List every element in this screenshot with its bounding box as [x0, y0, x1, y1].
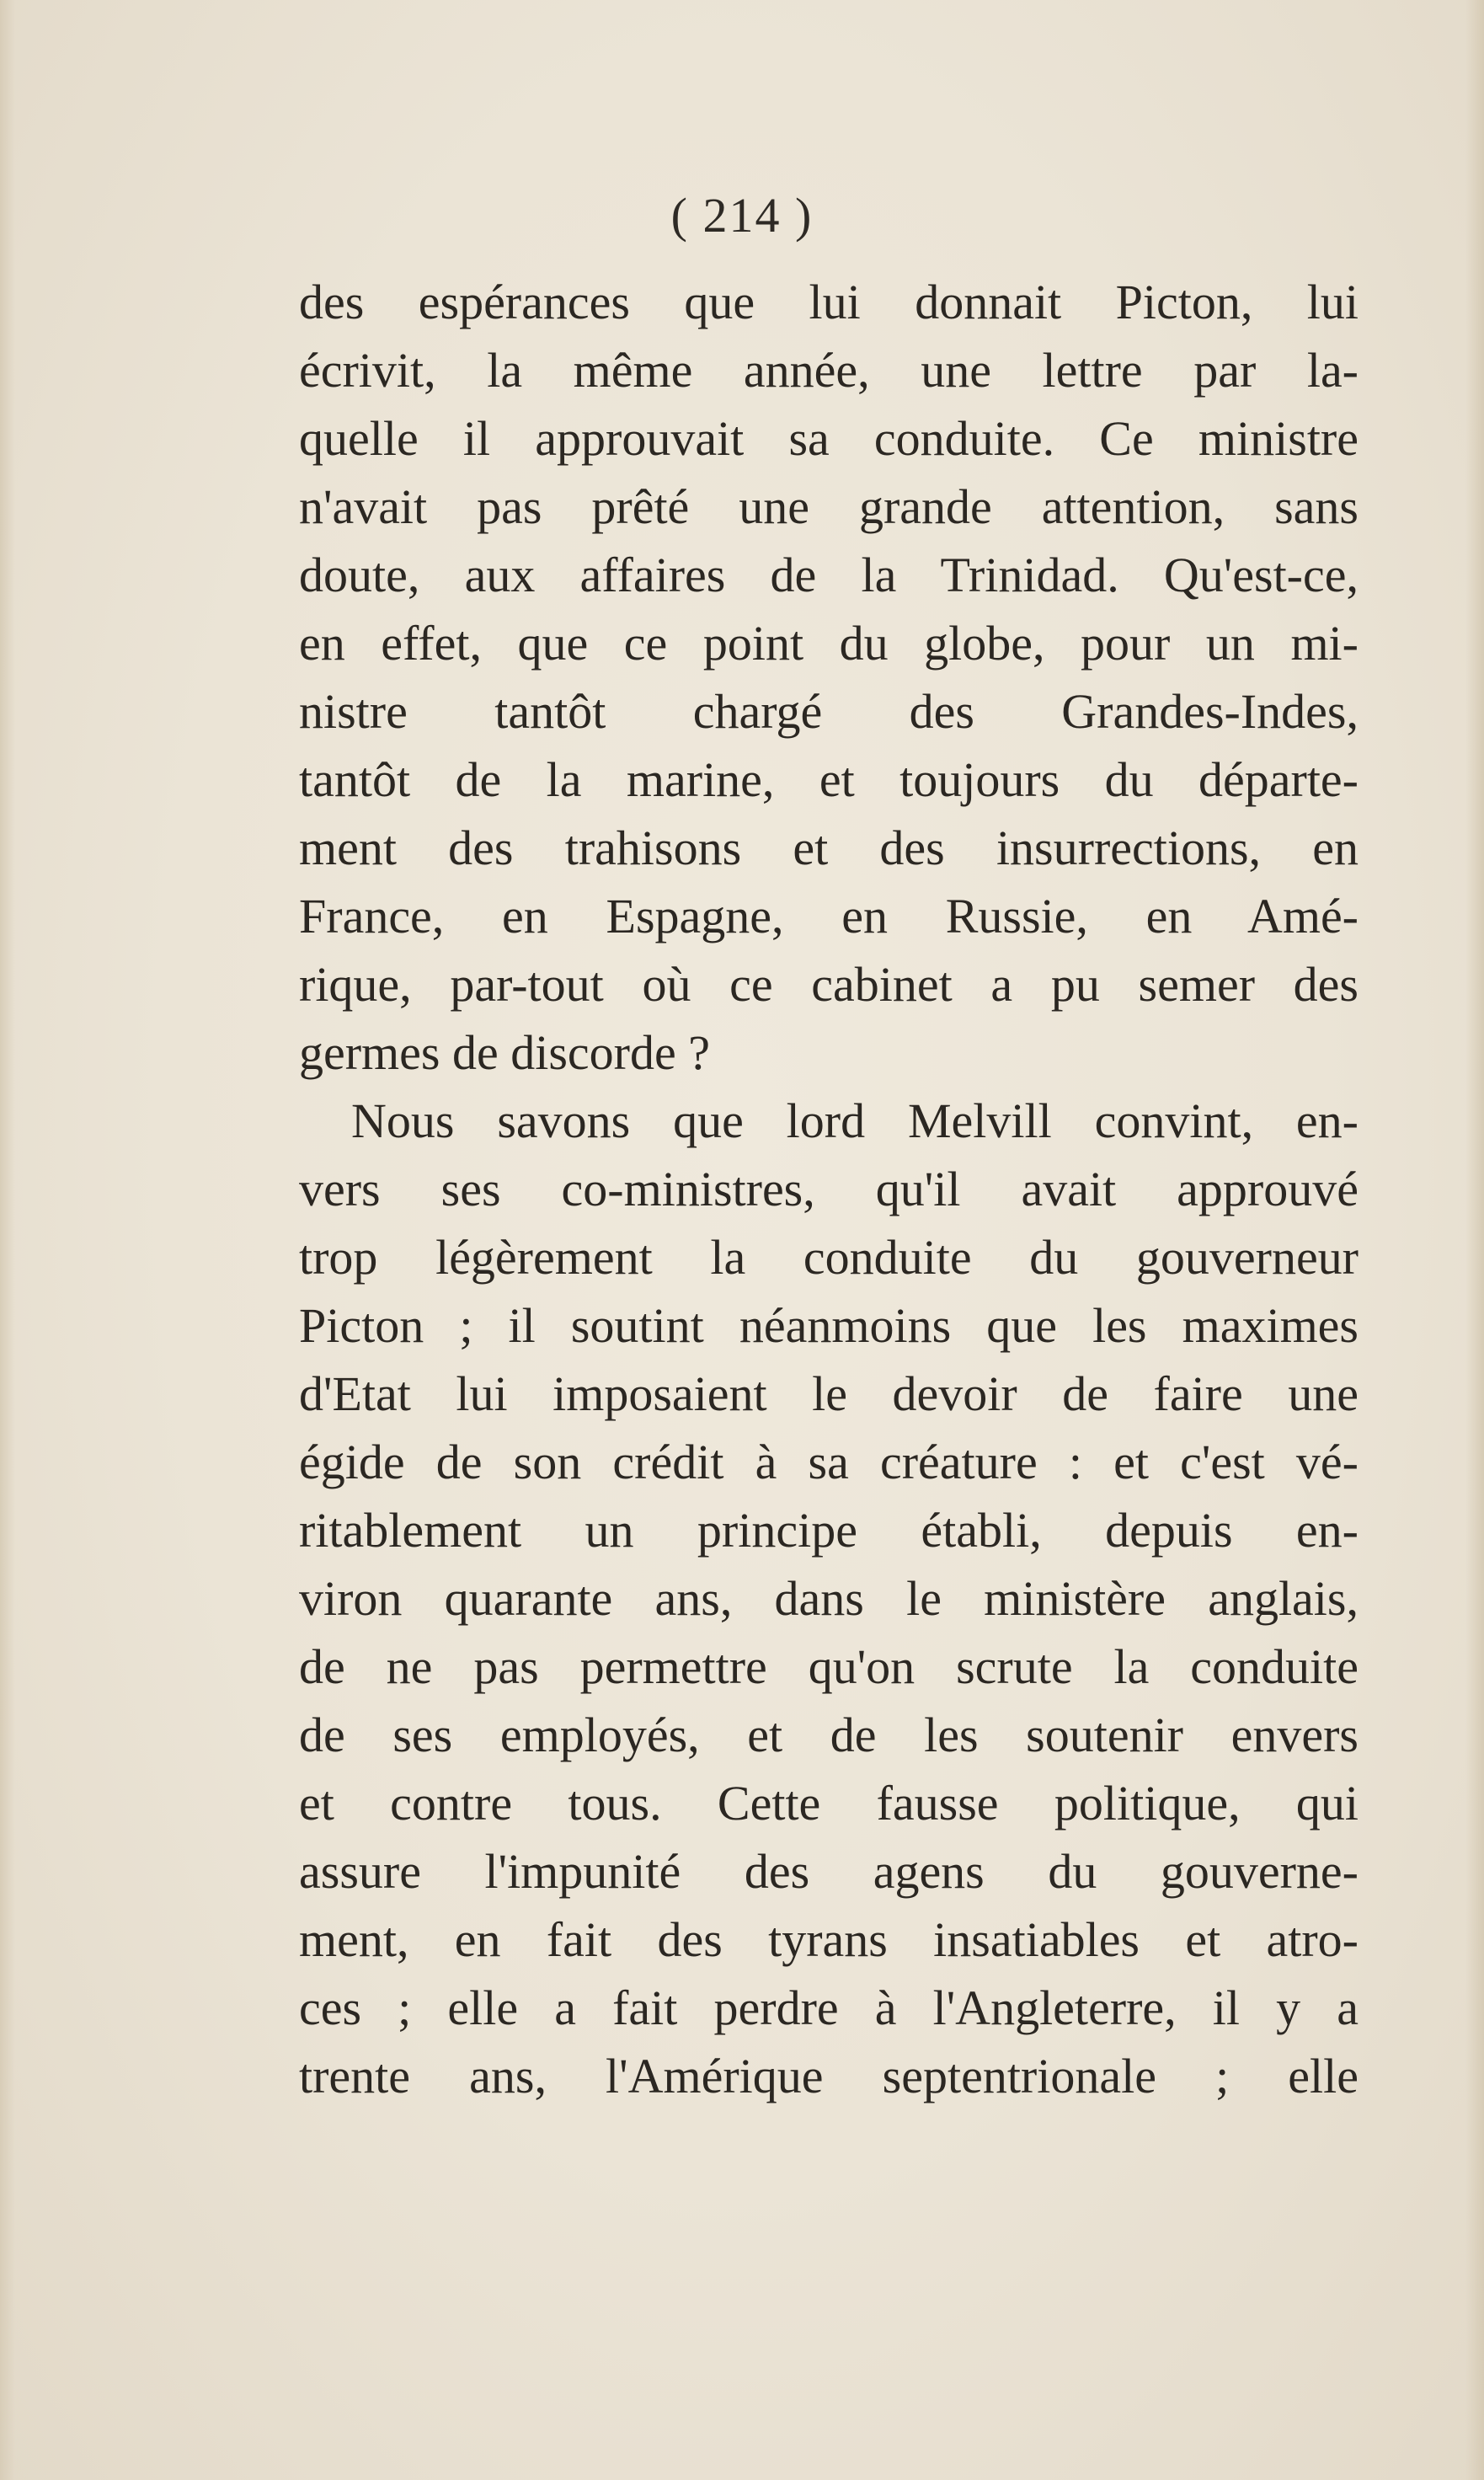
text-line: ment des trahisons et des insurrections, en [299, 820, 1359, 875]
text-line: viron quarante ans, dans le ministère anglais, [299, 1571, 1359, 1626]
text-line: égide de son crédit à sa créature : et c'est vé- [299, 1435, 1359, 1489]
text-line: vers ses co-ministres, qu'il avait approuvé [299, 1162, 1359, 1216]
text-line: ces ; elle a fait perdre à l'Angleterre, il y a [299, 1980, 1359, 2035]
text-line: quelle il approuvait sa conduite. Ce ministre [299, 411, 1359, 466]
text-line: tantôt de la marine, et toujours du départe- [299, 752, 1359, 807]
text-line: assure l'impunité des agens du gouverne- [299, 1844, 1359, 1899]
text-line: trente ans, l'Amérique septentrionale ; elle [299, 2049, 1359, 2103]
text-line: ment, en fait des tyrans insatiables et atro- [299, 1912, 1359, 1967]
text-line: rique, par-tout où ce cabinet a pu semer des [299, 957, 1359, 1012]
text-line: en effet, que ce point du globe, pour un mi- [299, 616, 1359, 671]
text-line: de ses employés, et de les soutenir envers [299, 1708, 1359, 1762]
text-line: nistre tantôt chargé des Grandes-Indes, [299, 684, 1359, 739]
text-line: n'avait pas prêté une grande attention, sans [299, 479, 1359, 534]
text-line: trop légèrement la conduite du gouverneur [299, 1230, 1359, 1285]
text-line: doute, aux affaires de la Trinidad. Qu'est-ce, [299, 548, 1359, 602]
text-line: et contre tous. Cette fausse politique, qui [299, 1776, 1359, 1831]
paragraph-start-line: Nous savons que lord Melvill convint, en- [351, 1093, 1359, 1148]
paragraph-end-line: germes de discorde ? [299, 1025, 710, 1080]
text-line: de ne pas permettre qu'on scrute la conduite [299, 1639, 1359, 1694]
body-text [299, 268, 1359, 2110]
page-edge-right [1465, 0, 1484, 2480]
text-line: France, en Espagne, en Russie, en Amé- [299, 889, 1359, 943]
text-line: écrivit, la même année, une lettre par la- [299, 343, 1359, 398]
text-line: ritablement un principe établi, depuis en- [299, 1503, 1359, 1558]
text-line: Picton ; il soutint néanmoins que les maximes [299, 1298, 1359, 1353]
page-number: ( 214 ) [670, 188, 814, 243]
text-line: d'Etat lui imposaient le devoir de faire une [299, 1366, 1359, 1421]
page-edge-left [0, 0, 15, 2480]
text-line: des espérances que lui donnait Picton, lui [299, 275, 1359, 329]
